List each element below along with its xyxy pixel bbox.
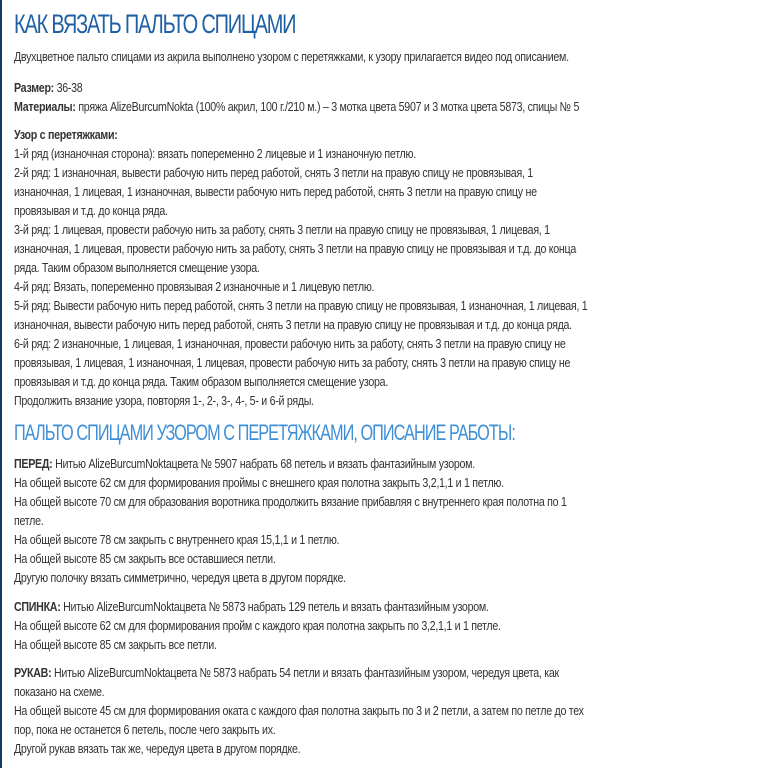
front-line: Другую полочку вязать симметрично, чередуя цвета в другом порядке.	[14, 570, 346, 585]
sleeve-line: показано на схеме.	[14, 684, 105, 699]
front-line: На общей высоте 62 см для формирования проймы с внешнего края полотна закрыть 3,2,1,1 и 1 петлю.	[14, 475, 504, 490]
pattern-line: Продолжить вязание узора, повторяя 1-, 2-, 3-, 4-, 5- и 6-й ряды.	[14, 393, 314, 408]
pattern-line: провязывая и т.д. до конца ряда.	[14, 203, 168, 218]
front-line: петле.	[14, 513, 44, 528]
pattern-line: ряда. Таким образом выполняется смещение узора.	[14, 260, 260, 275]
back-label: СПИНКА:	[14, 599, 61, 614]
pattern-block	[14, 125, 769, 410]
pattern-line: 5-й ряд: Вывести рабочую нить перед работой, снять 3 петли на правую спицу не провязывая, 1 изнаночная, 1 лицевая, 1	[14, 298, 588, 313]
sleeve-first-line: РУКАВ: Нитью AlizeBurcumNoktaцвета № 5873 набрать 54 петли и вязать фантазийным узором, чередуя цвета, как	[14, 665, 559, 680]
front-line: На общей высоте 70 см для образования воротника продолжить вязание прибавляя с внутреннего края полотна по 1	[14, 494, 567, 509]
page-title: КАК ВЯЗАТЬ ПАЛЬТО СПИЦАМИ	[14, 9, 296, 39]
sleeve-label: РУКАВ:	[14, 665, 52, 680]
materials-line	[14, 97, 764, 116]
pattern-line: провязывая, 1 лицевая, 1 изнаночная, 1 лицевая, провести рабочую нить за работу, снять 3 петли на правую спицу не	[14, 355, 571, 370]
specs-block	[14, 78, 769, 116]
sleeve-line: пор, пока не останется 6 петель, после чего закрыть их.	[14, 722, 276, 737]
back-line: На общей высоте 85 см закрыть все петли.	[14, 637, 217, 652]
pattern-line: изнаночная, 1 лицевая, провести рабочую нить за работу, снять 3 петли на правую спицу не провязывая и т.д. до конца	[14, 241, 576, 256]
front-label: ПЕРЕД:	[14, 456, 53, 471]
pattern-line: 2-й ряд: 1 изнаночная, вывести рабочую нить перед работой, снять 3 петли на правую спицу не провязывая, 1	[14, 165, 533, 180]
intro-text: Двухцветное пальто спицами из акрила выполнено узором с перетяжками, к узору прилагается видео под описанием.	[14, 49, 569, 64]
front-first-line: ПЕРЕД: Нитью AlizeBurcumNoktaцвета № 5907 набрать 68 петель и вязать фантазийным узором.	[14, 456, 475, 471]
pattern-line: изнаночная, вывести рабочую нить перед работой, снять 3 петли на правую спицу не провязывая и т.д. до конца ряда.	[14, 317, 572, 332]
pattern-line: 3-й ряд: 1 лицевая, провести рабочую нить за работу, снять 3 петли на правую спицу не провязывая, 1 лицевая, 1	[14, 222, 550, 237]
sleeve-line: На общей высоте 45 см для формирования оката с каждого фая полотна закрыть по 3 и 2 петли, а затем по петле до тех	[14, 703, 584, 718]
materials-label: Материалы:	[14, 99, 76, 114]
front-line: На общей высоте 85 см закрыть все оставшиеся петли.	[14, 551, 276, 566]
size-label: Размер:	[14, 80, 54, 95]
pattern-line: 4-й ряд: Вязать, попеременно провязывая 2 изнаночные и 1 лицевую петлю.	[14, 279, 375, 294]
pattern-line: 1-й ряд (изнаночная сторона): вязать попеременно 2 лицевые и 1 изнаночную петлю.	[14, 146, 416, 161]
front-block	[14, 454, 769, 587]
section-title: ПАЛЬТО СПИЦАМИ УЗОРОМ С ПЕРЕТЯЖКАМИ, ОПИСАНИЕ РАБОТЫ:	[14, 420, 515, 445]
back-block	[14, 597, 769, 654]
pattern-line: провязывая и т.д. до конца ряда. Таким образом выполняется смещение узора.	[14, 374, 388, 389]
materials-value: пряжа AlizeBurcumNokta (100% акрил, 100 г./210 м.) – 3 мотка цвета 5907 и 3 мотка цвета 5873, спицы № 5	[75, 99, 580, 114]
pattern-line: изнаночная, 1 лицевая, 1 изнаночная, вывести рабочую нить перед работой, снять 3 петли на правую спицу не	[14, 184, 537, 199]
sleeve-line: Другой рукав вязать так же, чередуя цвета в другом порядке.	[14, 741, 301, 756]
sleeve-block	[14, 663, 769, 758]
front-line: На общей высоте 78 см закрыть с внутреннего края 15,1,1 и 1 петлю.	[14, 532, 340, 547]
pattern-line: 6-й ряд: 2 изнаночные, 1 лицевая, 1 изнаночная, провести рабочую нить за работу, снять 3 петли на правую спицу не	[14, 336, 566, 351]
back-first-line: СПИНКА: Нитью AlizeBurcumNoktaцвета № 5873 набрать 129 петель и вязать фантазийным узором.	[14, 599, 489, 614]
back-line: На общей высоте 62 см для формирования пройм с каждого края полотна закрыть по 3,2,1,1 и 1 петле.	[14, 618, 501, 633]
size-line	[14, 78, 764, 97]
pattern-heading: Узор с перетяжками:	[14, 127, 118, 142]
size-value: 36-38	[53, 80, 83, 95]
